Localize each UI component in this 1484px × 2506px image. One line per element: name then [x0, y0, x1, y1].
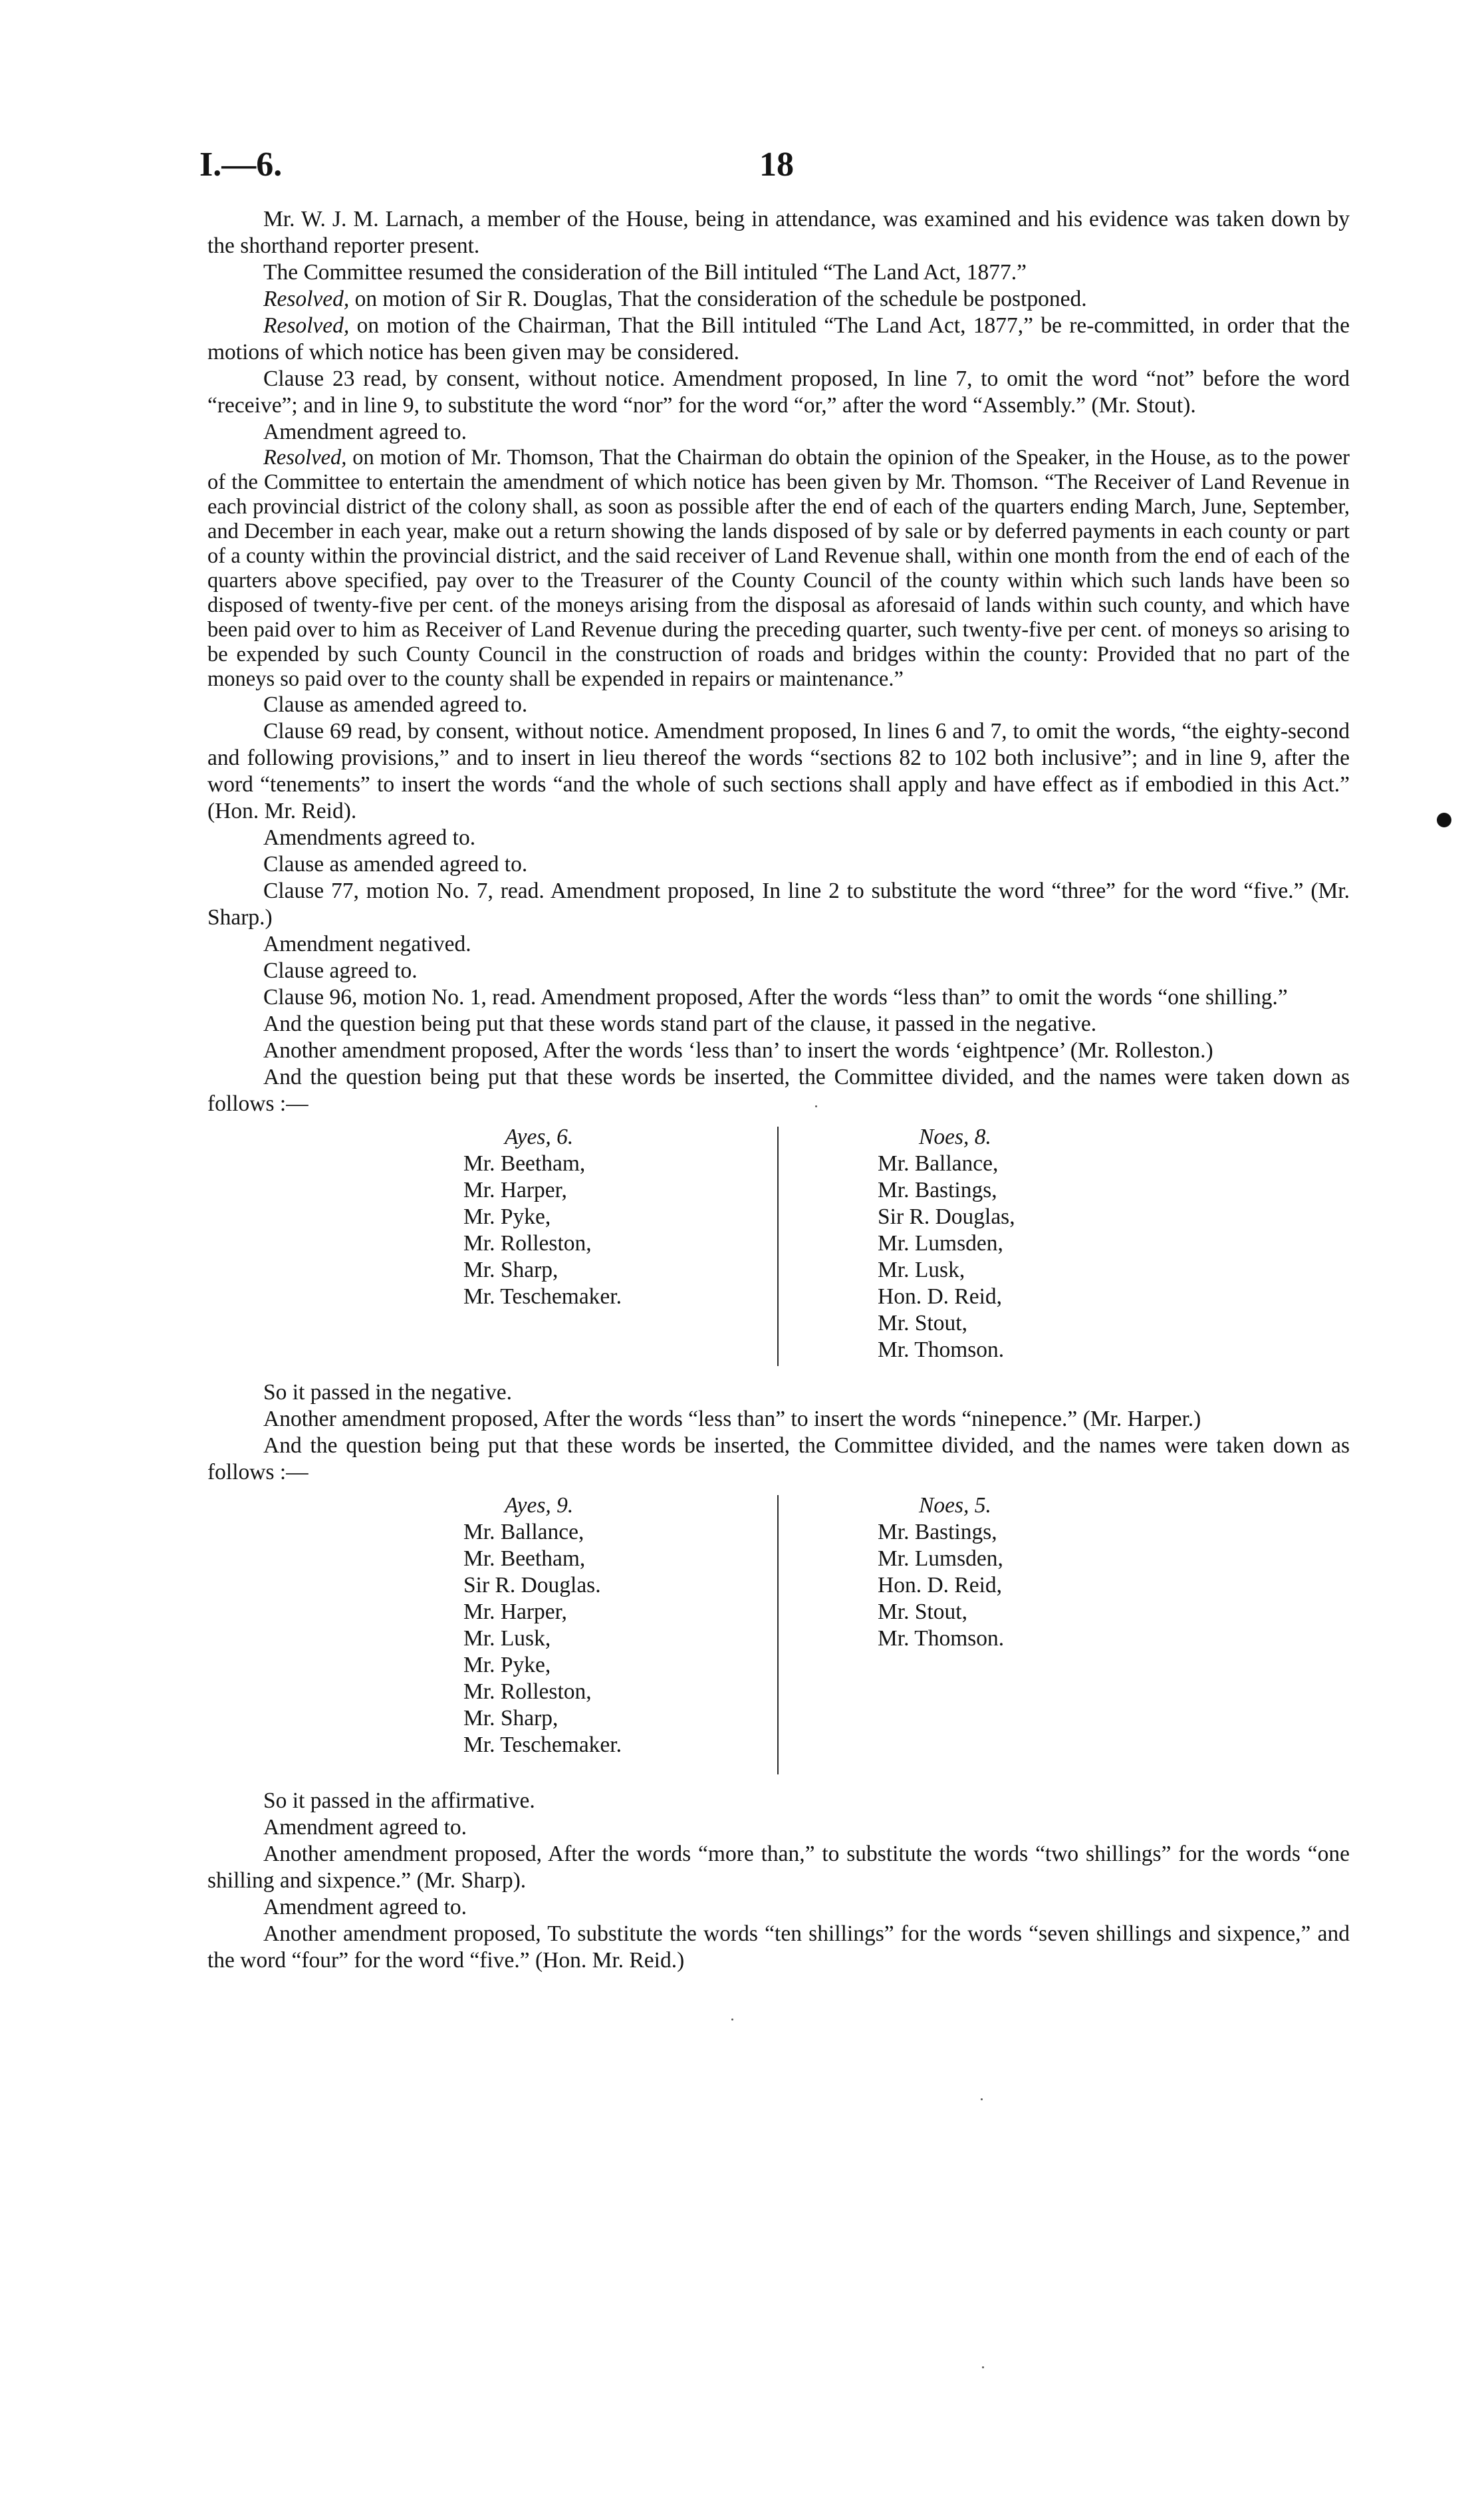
paragraph: Clause 96, motion No. 1, read. Amendment proposed, After the words “less than” to omit the words “one shilling.” — [263, 985, 1288, 1010]
page-number: 18 — [759, 146, 794, 184]
member-name: Mr. Ballance, — [878, 1151, 999, 1176]
member-name: Mr. Ballance, — [463, 1520, 584, 1544]
print-speck — [731, 2019, 733, 2020]
noes-heading: Noes, 8. — [919, 1125, 991, 1149]
paragraph: Amendments agreed to. — [263, 825, 476, 850]
paragraph — [207, 286, 1350, 313]
margin-dot-mark — [1437, 813, 1451, 827]
minutes-body — [207, 206, 1350, 1974]
paragraph: Clause 77, motion No. 7, read. Amendment proposed, In line 2 to substitute the word “three” for the word “five.” (Mr. Sharp.) — [207, 879, 1350, 930]
member-name: Mr. Beetham, — [463, 1151, 586, 1176]
paragraph: And the question being put that these words be inserted, the Committee divided, and the names were taken down as follows :— — [207, 1065, 1350, 1116]
paragraph: Amendment agreed to. — [263, 420, 467, 444]
paragraph: And the question being put that these words stand part of the clause, it passed in the negative. — [263, 1012, 1097, 1036]
print-speck — [981, 2098, 983, 2100]
member-name: Mr. Pyke, — [463, 1204, 551, 1229]
member-name: Mr. Bastings, — [878, 1178, 997, 1202]
page-header — [199, 145, 1350, 185]
paragraph-text: on motion of Mr. Thomson, That the Chairman do obtain the opinion of the Speaker, in the House, as to the power of the Committee to entertain the amendment of which notice has been given by Mr. Thomson. “The Receiver of Land Revenue in each provincial district of the colony shall, as soon as possible after the end of each of the quarters ending March, June, September, and December in each year, make out a return showing the lands disposed of by sale or by deferred payments in each county or part of a county within the provincial district, and the said receiver of Land Revenue shall, within one month from the end of each of the quarters above specified, pay over to the Treasurer of the County Council of the county within which such lands have been so disposed of twenty-five per cent. of the moneys arising from the disposal as aforesaid of lands within such county, and which have been paid over to him as Receiver of Land Revenue during the preceding quarter, such twenty-five per cent. of moneys so arising to be expended by such County Council in the construction of roads and bridges within the county: Provided that no part of the moneys so paid over to the county shall be expended in repairs or maintenance.” — [207, 446, 1350, 691]
noes-column — [878, 1492, 1183, 1652]
paragraph: Clause as amended agreed to. — [263, 692, 528, 717]
member-name: Mr. Harper, — [463, 1178, 567, 1202]
ayes-column — [463, 1124, 769, 1310]
paragraph — [207, 313, 1350, 366]
paragraph: So it passed in the negative. — [263, 1380, 513, 1405]
column-divider — [777, 1495, 779, 1774]
member-name: Mr. Thomson. — [878, 1626, 1005, 1651]
member-name: Hon. D. Reid, — [878, 1573, 1003, 1598]
paragraph-quoted-amendment — [207, 446, 1350, 692]
paragraph: Mr. W. J. M. Larnach, a member of the House, being in attendance, was examined and his evidence was taken down by the shorthand reporter present. — [207, 207, 1350, 258]
paragraph: So it passed in the affirmative. — [263, 1788, 535, 1813]
paragraph: Clause as amended agreed to. — [263, 852, 528, 877]
member-name: Mr. Sharp, — [463, 1706, 558, 1731]
paragraph: Amendment agreed to. — [263, 1815, 467, 1840]
noes-heading: Noes, 5. — [919, 1493, 991, 1518]
member-name: Sir R. Douglas, — [878, 1204, 1015, 1229]
division-list — [207, 1492, 1350, 1785]
paragraph: Clause 23 read, by consent, without notice. Amendment proposed, In line 7, to omit the word “not” before the word “receive”; and in line 9, to substitute the word “nor” for the word “or,” after the word “Assembly.” (Mr. Stout). — [207, 366, 1350, 418]
paragraph: Another amendment proposed, To substitute the words “ten shillings” for the words “seven shillings and sixpence,” and the word “four” for the word “five.” (Hon. Mr. Reid.) — [207, 1921, 1350, 1973]
resolved-label: Resolved, — [263, 313, 350, 338]
paragraph: Clause 69 read, by consent, without notice. Amendment proposed, In lines 6 and 7, to omit the words, “the eighty-second and following provisions,” and to insert in lieu thereof the words “sections 82 to 102 both inclusive”; and in line 9, after the word “tenements” to insert the words “and the whole of such sections shall apply and have effect as if embodied in this Act.” (Hon. Mr. Reid). — [207, 719, 1350, 823]
paragraph: Another amendment proposed, After the words “more than,” to substitute the words “two shillings” for the words “one shilling and sixpence.” (Mr. Sharp). — [207, 1842, 1350, 1893]
paragraph-text: on motion of the Chairman, That the Bill intituled “The Land Act, 1877,” be re-committed, in order that the motions of which notice has been given may be considered. — [207, 313, 1350, 364]
member-name: Mr. Beetham, — [463, 1546, 586, 1571]
paragraph: And the question being put that these words be inserted, the Committee divided, and the names were taken down as follows :— — [207, 1433, 1350, 1484]
resolved-label: Resolved, — [263, 287, 350, 311]
member-name: Mr. Bastings, — [878, 1520, 997, 1544]
member-name: Mr. Stout, — [878, 1600, 967, 1624]
paragraph: Amendment negatived. — [263, 932, 471, 956]
print-speck — [982, 2366, 984, 2368]
paragraph: Another amendment proposed, After the words ‘less than’ to insert the words ‘eightpence’ (Mr. Rolleston.) — [263, 1038, 1213, 1063]
member-name: Mr. Lumsden, — [878, 1231, 1003, 1256]
member-name: Mr. Lusk, — [878, 1258, 965, 1282]
member-name: Mr. Harper, — [463, 1600, 567, 1624]
member-name: Mr. Thomson. — [878, 1337, 1005, 1362]
member-name: Mr. Pyke, — [463, 1653, 551, 1677]
member-name: Mr. Lusk, — [463, 1626, 551, 1651]
ayes-heading: Ayes, 9. — [505, 1493, 574, 1518]
member-name: Sir R. Douglas. — [463, 1573, 601, 1598]
paragraph-text: on motion of Sir R. Douglas, That the consideration of the schedule be postponed. — [349, 287, 1087, 311]
member-name: Mr. Sharp, — [463, 1258, 558, 1282]
ayes-heading: Ayes, 6. — [505, 1125, 574, 1149]
member-name: Mr. Lumsden, — [878, 1546, 1003, 1571]
member-name: Mr. Rolleston, — [463, 1679, 592, 1704]
member-name: Mr. Teschemaker. — [463, 1733, 622, 1757]
paragraph: Another amendment proposed, After the words “less than” to insert the words “ninepence.” (Mr. Harper.) — [263, 1407, 1201, 1431]
noes-column — [878, 1124, 1183, 1363]
division-list — [207, 1124, 1350, 1377]
paragraph: Amendment agreed to. — [263, 1895, 467, 1919]
member-name: Mr. Teschemaker. — [463, 1284, 622, 1309]
column-divider — [777, 1127, 779, 1366]
document-reference: I.—6. — [199, 146, 283, 184]
member-name: Hon. D. Reid, — [878, 1284, 1003, 1309]
member-name: Mr. Rolleston, — [463, 1231, 592, 1256]
ayes-column — [463, 1492, 769, 1758]
paragraph: Clause agreed to. — [263, 958, 418, 983]
member-name: Mr. Stout, — [878, 1311, 967, 1335]
paragraph: The Committee resumed the consideration of the Bill intituled “The Land Act, 1877.” — [263, 260, 1027, 285]
resolved-label: Resolved, — [263, 446, 347, 470]
